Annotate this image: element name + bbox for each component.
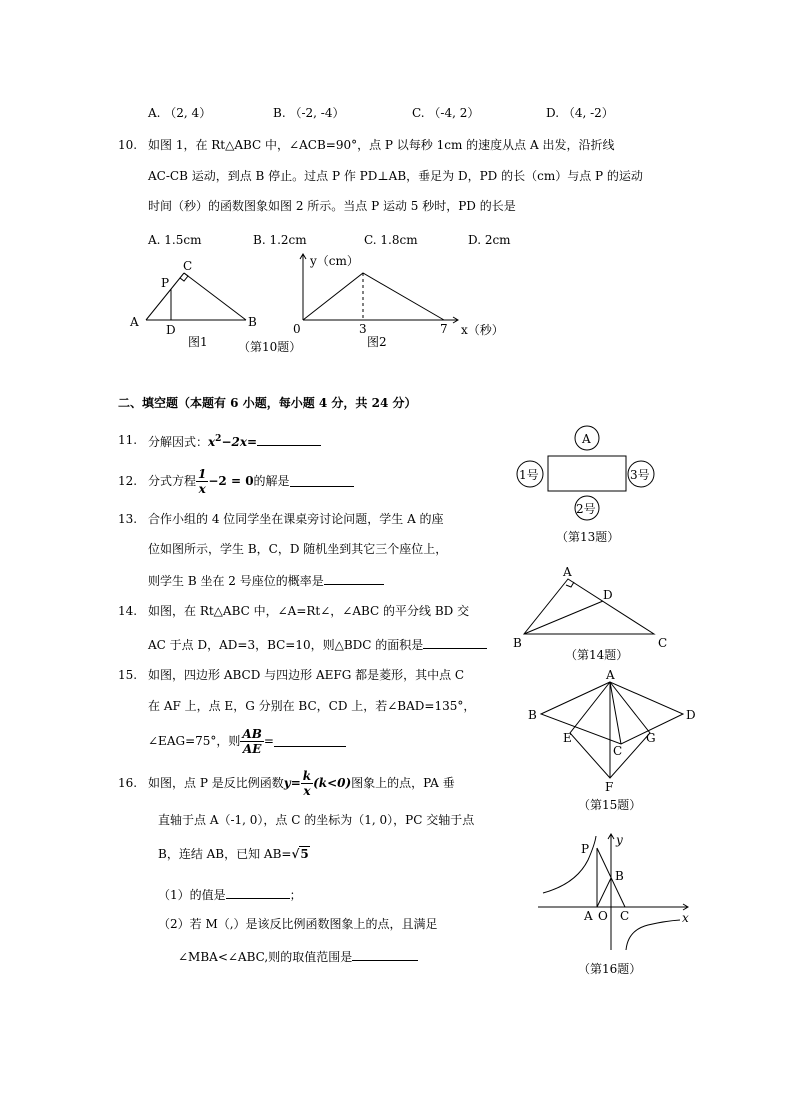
q16-frac-num: k	[302, 768, 312, 783]
q12-text-before: 分式方程	[148, 474, 197, 488]
q15-label-b: B	[528, 708, 537, 722]
q15-label-g: G	[646, 731, 656, 745]
q16-frac-den: x	[303, 783, 311, 798]
q16-figure	[538, 834, 688, 950]
q14-label-d: D	[603, 588, 613, 602]
q10-fig1-label-d: D	[166, 323, 176, 337]
q14-number: 14.	[118, 604, 138, 618]
q16-cond: (k<0)	[313, 776, 352, 790]
q15-figure	[541, 682, 683, 778]
q16-line2: 直轴于点 A（-1, 0），点 C 的坐标为（1, 0），PC 交轴于点	[158, 813, 475, 827]
q16-line1-before: 如图，点 P 是反比例函数	[148, 776, 284, 790]
q15-label-f: F	[605, 780, 614, 794]
q10-option-d: D. 2cm	[468, 233, 511, 247]
q14-line1: 如图，在 Rt△ABC 中，∠A=Rt∠，∠ABC 的平分线 BD 交	[148, 604, 470, 618]
q13-number: 13.	[118, 512, 138, 526]
q12-fraction	[196, 468, 208, 495]
q15-number: 15.	[118, 668, 138, 682]
q16-sub2a: （2）若 M（,）是该反比例函数图象上的点，且满足	[158, 917, 438, 931]
q11-line	[148, 434, 321, 448]
q16-line1-after: 图象上的点，PA 垂	[351, 776, 455, 790]
q10-option-c: C. 1.8cm	[364, 233, 418, 247]
q13-line3-wrap	[148, 573, 384, 587]
q12-frac-den: x	[198, 481, 206, 496]
q10-fig2-caption: 图2	[367, 335, 387, 349]
q13-seat-3: 3号	[630, 468, 650, 482]
q16-label-c: C	[620, 909, 630, 923]
q10-line3: 时间（秒）的函数图象如图 2 所示。当点 P 运动 5 秒时，PD 的长是	[148, 199, 516, 213]
q11-expr-rest: −2x=	[221, 435, 258, 449]
q13-seat-2: 2号	[576, 502, 596, 516]
q11-number: 11.	[118, 433, 138, 447]
q15-label-d: D	[686, 708, 696, 722]
q16-label-a: A	[584, 909, 593, 923]
q11-text: 分解因式：	[148, 435, 209, 449]
q12-frac-num: 1	[198, 466, 207, 481]
q14-line2: AC 于点 D，AD=3，BC=10，则△BDC 的面积是	[148, 638, 424, 652]
q10-fig1-label-p: P	[161, 276, 170, 290]
q16-label-b: B	[615, 869, 624, 883]
q15-fraction	[240, 728, 263, 755]
q16-sub1-after: ；	[289, 888, 302, 902]
q16-sub1-text: （1）的值是	[158, 888, 226, 902]
q16-line3: B，连结 AB，已知 AB=√5	[158, 847, 309, 861]
q12-number: 12.	[118, 474, 138, 488]
q16-sub2b: ∠MBA<∠ABC,则的取值范围是	[178, 950, 353, 964]
q13-line2: 位如图所示，学生 B，C，D 随机坐到其它三个座位上，	[148, 542, 448, 556]
q14-caption: （第14题）	[565, 648, 629, 662]
q16-y: y	[283, 776, 291, 790]
q14-label-a: A	[563, 565, 572, 579]
q10-fig1-label-b: B	[248, 315, 257, 329]
q10-line2: AC-CB 运动，到点 B 停止。过点 P 作 PD⊥AB，垂足为 D，PD 的长（cm）与点 P 的运动	[148, 169, 643, 183]
q11-answer-blank[interactable]	[257, 434, 321, 446]
q12-text-after: 的解是	[253, 474, 290, 488]
q16-label-y: y	[616, 833, 623, 847]
q16-line3-before: B，连结 AB，已知 AB=	[158, 847, 292, 861]
section2-title: 二、填空题（本题有 6 小题，每小题 4 分，共 24 分）	[118, 396, 417, 410]
q16-number: 16.	[118, 776, 138, 790]
q16-label-p: P	[581, 842, 590, 856]
q16-caption: （第16题）	[578, 962, 642, 976]
q9-option-b: B. （-2, -4）	[273, 106, 345, 120]
q14-line2-wrap	[148, 637, 487, 651]
q16-label-o: O	[598, 909, 608, 923]
q12-expr: −2 = 0	[208, 474, 254, 488]
q13-seat-a: A	[582, 432, 591, 446]
q12-line	[148, 465, 354, 497]
q13-answer-blank[interactable]	[324, 573, 384, 585]
q13-line1: 合作小组的 4 位同学坐在课桌旁讨论问题，学生 A 的座	[148, 512, 444, 526]
q10-fig2-tick-3: 3	[359, 322, 367, 336]
q15-caption: （第15题）	[578, 798, 642, 812]
q14-figure	[524, 579, 654, 634]
q14-answer-blank[interactable]	[423, 637, 487, 649]
q10-number: 10.	[118, 138, 138, 152]
q15-line1: 如图，四边形 ABCD 与四边形 AEFG 都是菱形，其中点 C	[148, 668, 465, 682]
q10-fig1-label-a: A	[130, 315, 139, 329]
q15-frac-num: AB	[242, 726, 262, 741]
q14-label-c: C	[658, 636, 668, 650]
q10-fig2-tick-0: 0	[293, 322, 301, 336]
q10-fig1-caption: 图1	[188, 335, 208, 349]
q15-answer-blank[interactable]	[274, 735, 346, 747]
q16-sub1	[158, 887, 302, 901]
q15-label-c: C	[613, 744, 623, 758]
q10-option-b: B. 1.2cm	[253, 233, 307, 247]
q9-option-a: A. （2, 4）	[148, 106, 212, 120]
q16-sqrt-value: 5	[300, 847, 309, 861]
q16-sub1-blank[interactable]	[226, 887, 290, 899]
q10-caption: （第10题）	[238, 340, 302, 354]
q16-line1	[148, 766, 455, 800]
q10-fig2-tick-7: 7	[440, 322, 448, 336]
q13-seat-1: 1号	[519, 468, 539, 482]
q11-expr-sup: 2	[215, 434, 222, 444]
q11-expr-base: x	[208, 435, 216, 449]
q13-line3: 则学生 B 坐在 2 号座位的概率是	[148, 574, 324, 588]
q13-caption: （第13题）	[556, 530, 620, 544]
q15-line2: 在 AF 上，点 E，G 分别在 BC，CD 上，若∠BAD=135°，	[148, 699, 476, 713]
q16-sub2b-wrap	[178, 949, 418, 963]
q10-fig2-x-label: x（秒）	[461, 323, 504, 337]
q14-label-b: B	[513, 636, 522, 650]
q10-fig2-y-label: y（cm）	[310, 254, 359, 268]
q10-fig1-label-c: C	[183, 259, 193, 273]
q16-sub2-blank[interactable]	[352, 949, 418, 961]
q15-frac-den: AE	[242, 741, 262, 756]
q16-eq: =	[290, 776, 301, 790]
q15-label-e: E	[563, 731, 572, 745]
q15-label-a: A	[606, 668, 615, 682]
q10-line1: 如图 1，在 Rt△ABC 中，∠ACB=90°，点 P 以每秒 1cm 的速度从点 A 出发，沿折线	[148, 138, 615, 152]
q16-fraction	[301, 770, 313, 797]
q15-line3-before: ∠EAG=75°，则	[148, 734, 241, 748]
q10-option-a: A. 1.5cm	[148, 233, 202, 247]
q9-option-d: D. （4, -2）	[546, 106, 614, 120]
q16-label-x: x	[682, 911, 689, 925]
q15-line3	[148, 724, 346, 758]
q12-answer-blank[interactable]	[290, 475, 354, 487]
q15-line3-after: =	[263, 734, 274, 748]
q9-option-c: C. （-4, 2）	[412, 106, 480, 120]
